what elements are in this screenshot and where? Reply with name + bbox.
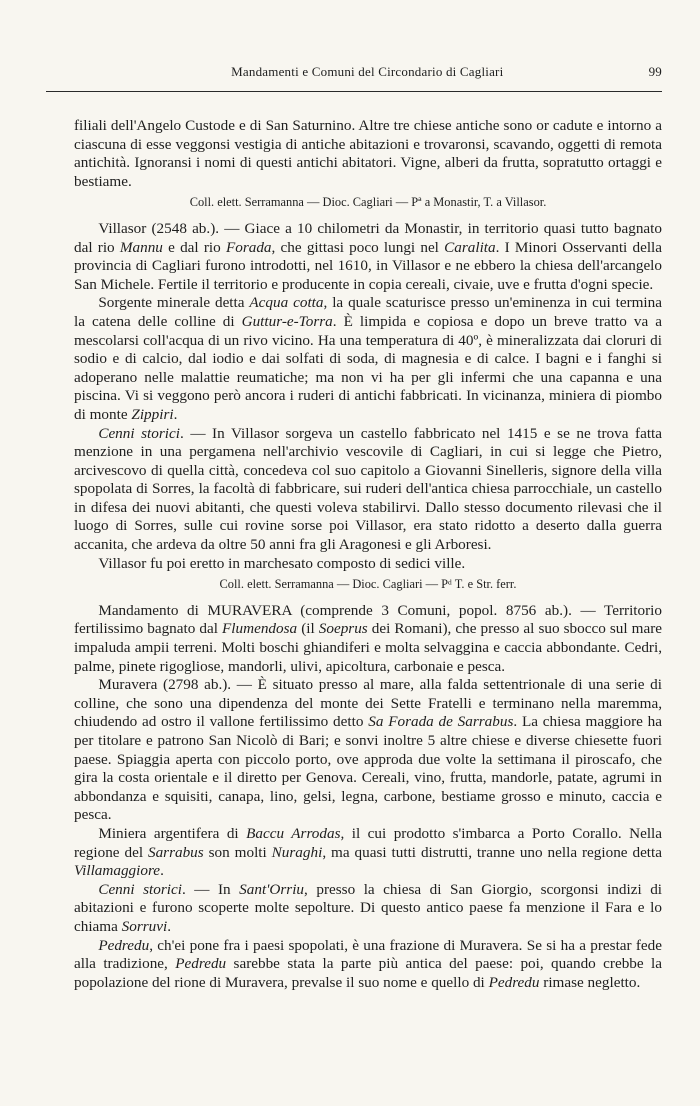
italic-term: Pedredu [98, 936, 150, 954]
paragraph [74, 425, 662, 555]
text-run: filiali dell'Angelo Custode e di San Saturnino. Altre tre chiese antiche sono or cadute e intorno a ciascuna di esse veggonsi vestigia di antiche abitazioni e trovaronsi, scavando, oggetti di remota antichità. Ignoransi i nomi di questi antichi abitatori. Vigne, alberi da frutta, sopratutto ortaggi e bestiame. [74, 117, 662, 190]
body-text [74, 117, 662, 992]
text-run: . I Minori Osservanti della provincia di Cagliari furono introdotti, nel 1610, in Villasor e ne ebbero la chiesa dell'arcangelo San Michele. Fertile il territorio e producente in copia cereali, civaie, uve e frutta d'ogni specie. [74, 238, 662, 293]
text-run: , che gittasi poco lungi nel [271, 238, 445, 256]
text-run: sarebbe stata la parte più antica del paese: poi, quando crebbe la popolazione del rione di Muravera, prevalse il suo nome e quello di [74, 955, 662, 991]
text-run: Miniera argentifera di [98, 824, 247, 842]
italic-term: Acqua cotta [249, 294, 324, 312]
paragraph [74, 602, 662, 676]
italic-term: Nuraghi [271, 843, 323, 861]
italic-term: Soeprus [318, 620, 368, 638]
text-run: son molti [203, 843, 272, 861]
italic-term: Cenni storici [98, 424, 180, 442]
text-run: , presso la chiesa di San Giorgio, scorgonsi indizi di abitazioni e furono scoperte molte sepolture. Di questo antico paese fa menzione il Fara e lo chiama [74, 880, 663, 935]
text-run: . [160, 862, 164, 880]
paragraph [74, 937, 662, 993]
italic-term: Caralita [444, 238, 496, 256]
italic-term: Flumendosa [222, 620, 298, 638]
text-run: (il [297, 620, 319, 638]
text-run: , ma quasi tutti distrutti, tranne uno nella regione detta [322, 843, 662, 861]
text-run: Mandamento di MURAVERA (comprende 3 Comuni, popol. 8756 ab.). — Territorio fertilissimo bagnato dal [74, 601, 662, 638]
page-number: 99 [648, 64, 662, 79]
text-run: Sorgente minerale detta [98, 294, 250, 312]
text-run: . [167, 917, 172, 935]
paragraph [74, 881, 662, 937]
text-run: Villasor fu poi eretto in marchesato composto di sedici ville. [98, 554, 466, 572]
text-run: . — In Villasor sorgeva un castello fabbricato nel 1415 e se ne trova fatta menzione in una pergamena nell'archivio vescovile di Cagliari, in cui si legge che Pietro, arcivescovo di quella città, concedeva col suo capitolo a Giovanni Sinelleris, signore della villa spopolata di Sorres, la facoltà di fabbricare, sui ruderi dell'antica chiesa parrocchiale, un castello in difesa dei nuovi abitanti, che questi voleva stabilirvi. Dallo stesso documento rilevasi che il luogo di Sorres, sulle cui rovine sorse poi Villasor, era stato ridotto a deserto dalla guerra accanita, che ardeva da oltre 50 anni fra gli Aragonesi e gli Arboresi. [74, 424, 663, 554]
italic-term: Sorruvi [121, 917, 168, 935]
italic-term: Sarrabus [147, 843, 204, 861]
paragraph [74, 555, 662, 574]
text-run: dei Romani), che presso al suo sbocco sul mare impaluda ampii terreni. Molti boschi ghiandiferi e molta selvaggina e caccia abbondante. Cedri, palme, pinete rigogliose, mandorli, ulivi, apicoltura, carbonaie e pesca. [74, 620, 663, 675]
paragraph [74, 220, 662, 294]
italic-term: Pedredu [488, 973, 540, 991]
text-run: . La chiesa maggiore ha per titolare e patrono San Nicolò di Bari; e sonvi inoltre 5 altre chiese e diverse chiesette fuori paese. Spiaggia aperta con piccolo porto, ove approda due volte la settimana il piroscafo, che gira la costa orientale e il diretto per Genova. Cereali, vino, frutta, mandorle, patate, agrumi in abbondanza e squisiti, canapa, lino, gelsi, legna, carbone, bestiame grosso e minuto, caccia e pesca. [74, 713, 663, 824]
text-run: . — In [181, 880, 240, 898]
paragraph [74, 117, 662, 191]
text-run: , ch'ei pone fra i paesi spopolati, è una frazione di Muravera. Se si ha a prestar fede alla tradizione, [74, 936, 662, 973]
italic-term: Guttur-e-Torra [241, 312, 333, 330]
header-rule [46, 91, 662, 92]
paragraph [74, 294, 662, 424]
italic-term: Pedredu [175, 955, 227, 973]
running-title: Mandamenti e Comuni del Circondario di Cagliari [231, 64, 504, 79]
italic-term: Mannu [119, 238, 163, 256]
text-run: Coll. elett. Serramanna — Dioc. Cagliari — Pᵈ T. e Str. ferr. [219, 577, 517, 592]
page-header [40, 64, 662, 80]
italic-term: Sant'Orriu [239, 880, 305, 898]
text-run: e dal rio [162, 238, 226, 256]
text-run: Coll. elett. Serramanna — Dioc. Cagliari — Pª a Monastir, T. a Villasor. [189, 195, 547, 210]
italic-term: Zippiri [131, 405, 174, 423]
text-run: , la quale scaturisce presso un'eminenza in cui termina la catena delle colline di [74, 294, 662, 330]
italic-term: Forada [225, 238, 272, 256]
italic-term: Cenni storici [98, 880, 182, 898]
text-run: rimase negletto. [539, 973, 641, 991]
paragraph [74, 676, 662, 825]
text-run: . [173, 405, 178, 423]
text-run: . È limpida e copiosa e dopo un breve tratto va a mescolarsi coll'acqua di un rivo vicino. Ha una temperatura di 40º, è mineralizzata dai cloruri di sodio e di calcio, dal iodio e dai solfati di soda, di magnesia e di calce. I bagni e i fanghi si adoperano nelle malattie reumatiche; ma non vi ha per gli infermi che una capanna e una piscina. Vi si veggono però ancora i ruderi di antichi fabbricati. In vicinanza, miniera di piombo di monte [74, 312, 662, 423]
italic-term: Villamaggiore [74, 862, 161, 880]
electoral-note [74, 193, 662, 212]
italic-term: Baccu Arrodas [246, 824, 341, 842]
text-run: Villasor (2548 ab.). — Giace a 10 chilometri da Monastir, in territorio quasi tutto bagnato dal rio [74, 219, 662, 256]
italic-term: Sa Forada de Sarrabus [368, 713, 514, 731]
electoral-note [74, 575, 662, 594]
text-run: Muravera (2798 ab.). — È situato presso al mare, alla falda settentrionale di una serie di colline, che sono una dipendenza del monte dei Sette Fratelli e terminano nella maremma, chiudendo ad ostro il vallone fertilissimo detto [74, 676, 662, 731]
text-run: , il cui prodotto s'imbarca a Porto Corallo. Nella regione del [74, 824, 662, 861]
paragraph [74, 825, 662, 881]
